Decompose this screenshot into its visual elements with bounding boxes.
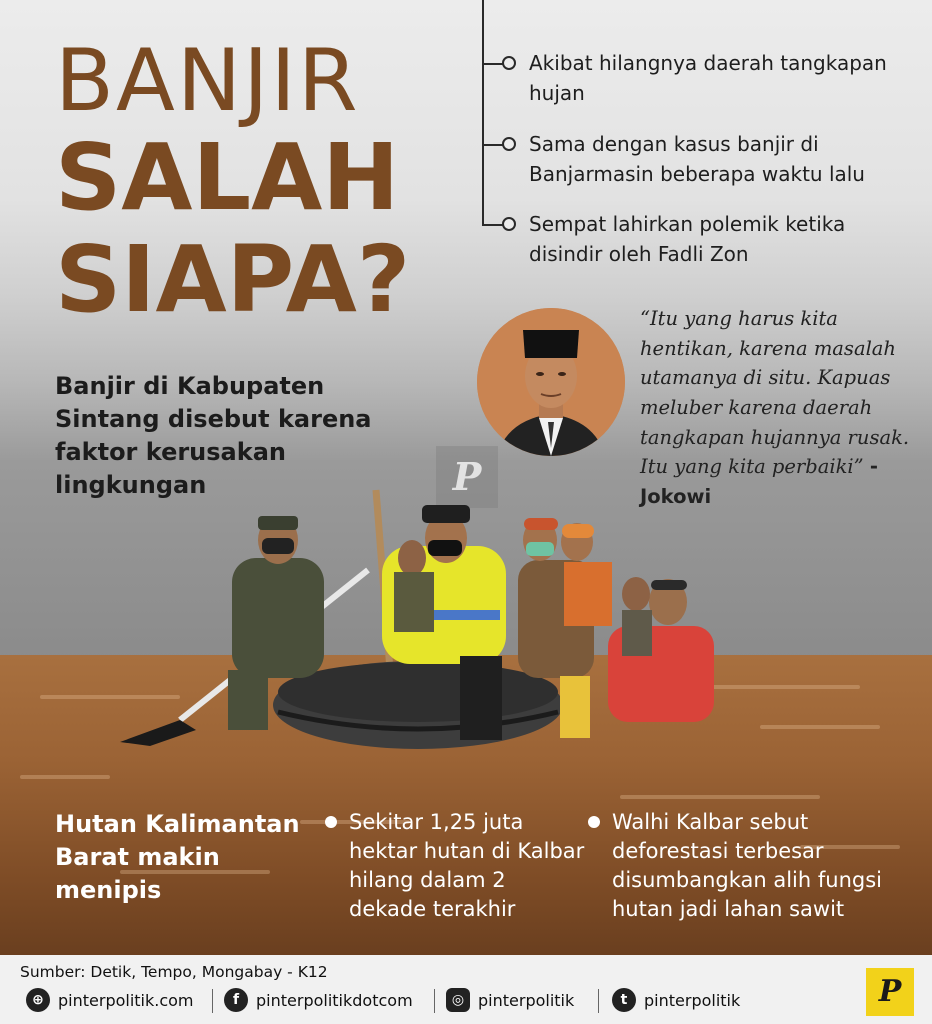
social-link-twitter[interactable]	[612, 987, 740, 1013]
divider	[598, 989, 599, 1013]
social-link-instagram[interactable]	[446, 987, 574, 1013]
social-label: pinterpolitik	[478, 990, 575, 1010]
divider	[212, 989, 213, 1013]
fact-text: Walhi Kalbar sebut deforestasi terbesar disumbangkan alih fungsi hutan jadi lahan sawit	[612, 810, 882, 921]
quote-text: “Itu yang harus kita hentikan, karena masalah utamanya di situ. Kapuas meluber karena daerah tangkapan hujannya rusak. Itu yang kita perbaiki”	[640, 307, 910, 479]
pinterpolitik-logo: P	[866, 968, 914, 1016]
source-text: Sumber: Detik, Tempo, Mongabay - K12	[20, 963, 328, 981]
social-label: pinterpolitik.com	[58, 990, 194, 1010]
circle-bullet-icon	[502, 56, 516, 70]
circle-bullet-icon	[502, 217, 516, 231]
bullet-icon	[325, 816, 337, 828]
social-label: pinterpolitikdotcom	[256, 990, 413, 1010]
bottom-heading: Hutan Kalimantan Barat makin menipis	[55, 810, 300, 904]
timeline-text: Sempat lahirkan polemik ketika disindir oleh Fadli Zon	[529, 212, 846, 266]
subheadline: Banjir di Kabupaten Sintang disebut karena faktor kerusakan lingkungan	[55, 372, 372, 500]
instagram-icon: ◎	[446, 988, 470, 1012]
fact-text: Sekitar 1,25 juta hektar hutan di Kalbar hilang dalam 2 dekade terakhir	[349, 810, 585, 921]
social-link-facebook[interactable]	[224, 987, 413, 1013]
social-link-website[interactable]	[26, 987, 194, 1013]
jokowi-portrait	[477, 308, 625, 456]
timeline-text: Sama dengan kasus banjir di Banjarmasin beberapa waktu lalu	[529, 132, 865, 186]
timeline-line	[482, 0, 484, 224]
rescue-boat-photo	[100, 480, 740, 770]
divider	[434, 989, 435, 1013]
watermark-logo: P	[436, 446, 498, 508]
title-line-2: SALAH	[55, 124, 400, 231]
footer	[0, 955, 932, 1024]
bullet-icon	[588, 816, 600, 828]
facebook-icon: f	[224, 988, 248, 1012]
circle-bullet-icon	[502, 137, 516, 151]
social-label: pinterpolitik	[644, 990, 741, 1010]
globe-icon: ⊕	[26, 988, 50, 1012]
timeline-text: Akibat hilangnya daerah tangkapan hujan	[529, 51, 887, 105]
quote-author: - Jokowi	[640, 455, 878, 508]
twitter-icon: t	[612, 988, 636, 1012]
title-line-3: SIAPA?	[55, 226, 411, 333]
title-line-1: BANJIR	[55, 31, 360, 131]
